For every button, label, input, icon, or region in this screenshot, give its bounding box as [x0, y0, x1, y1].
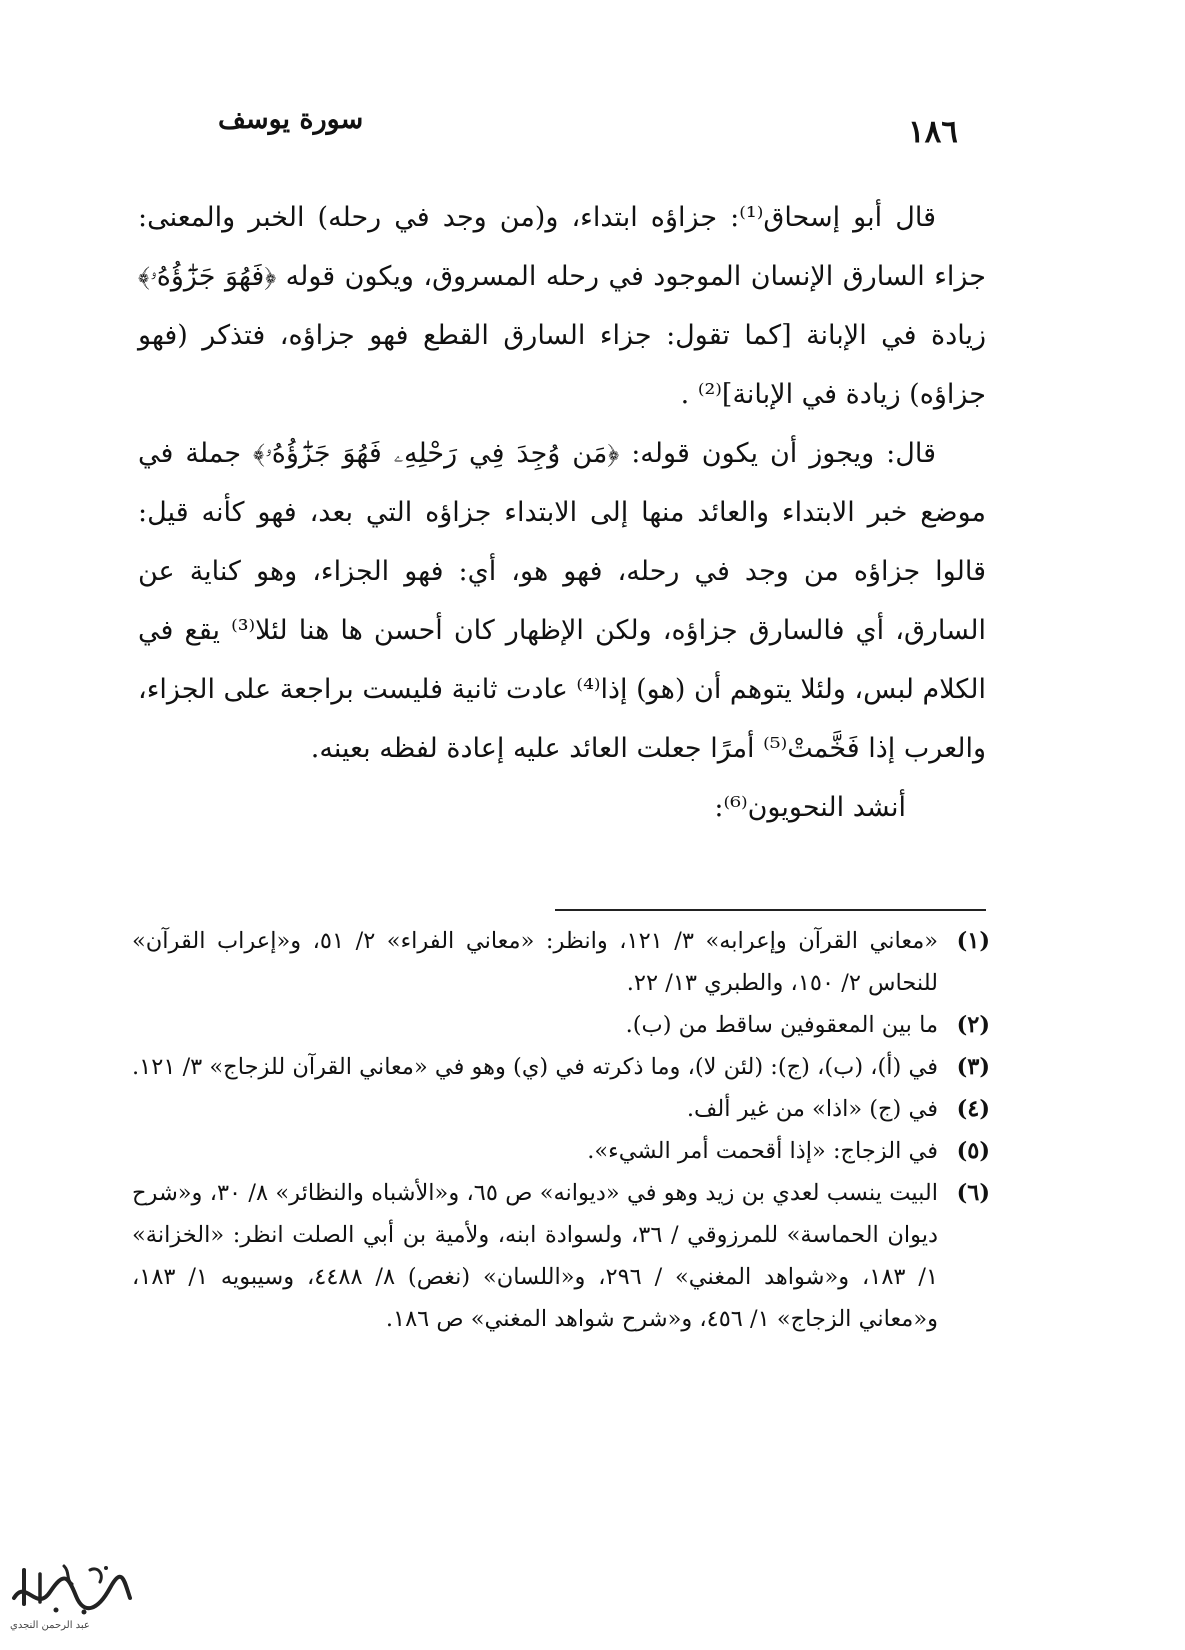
footnote-number: (٣)	[956, 1054, 990, 1080]
footnote-number: (٢)	[956, 1012, 990, 1038]
footnote-2	[132, 1004, 990, 1046]
footnote-1	[132, 920, 990, 1004]
main-text	[138, 188, 986, 837]
footnote-number: (٦)	[956, 1180, 990, 1206]
paragraph-1: قال أبو إسحاق⁽¹⁾: جزاؤه ابتداء، و(من وجد في رحله) الخبر والمعنى: جزاء السارق الإنسان الموجود في رحله المسروق، ويكون قوله ﴿فَهُوَ جَزَٰٓؤُهُۥ﴾ زيادة في الإبانة [كما تقول: جزاء السارق القطع فهو جزاؤه، فتذكر (فهو جزاؤه) زيادة في الإبانة]⁽²⁾ .	[138, 202, 986, 410]
verse-intro: أنشد النحويون⁽⁶⁾:	[714, 792, 906, 823]
footnote-separator	[555, 909, 986, 911]
page-number: ١٨٦	[908, 114, 958, 150]
footnote-6	[132, 1172, 990, 1340]
paragraph-2: قال: ويجوز أن يكون قوله: ﴿مَن وُجِدَ فِي رَحْلِهِۦ فَهُوَ جَزَٰٓؤُهُۥ﴾ جملة في موضع خبر الابتداء والعائد منها إلى الابتداء جزاؤه التي بعد، فهو كأنه قيل: قالوا جزاؤه من وجد في رحله، فهو هو، أي: فهو الجزاء، وهو كناية عن السارق، أي فالسارق جزاؤه، ولكن الإظهار كان أحسن ها هنا لئلا⁽³⁾ يقع في الكلام لبس، ولئلا يتوهم أن (هو) إذا⁽⁴⁾ عادت ثانية فليست براجعة على الجزاء، والعرب إذا فَخَّمتْ⁽⁵⁾ أمرًا جعلت العائد عليه إعادة لفظه بعينه.	[138, 438, 986, 764]
logo-caption: عبد الرحمن النجدي	[10, 1620, 90, 1631]
footnote-text: في الزجاج: «إذا أقحمت أمر الشيء».	[587, 1138, 938, 1164]
footnote-3	[132, 1046, 990, 1088]
footnote-text: في (أ)، (ب)، (ج): (لئن لا)، وما ذكرته في (ي) وهو في «معاني القرآن للزجاج» ٣/ ١٢١.	[132, 1054, 938, 1080]
footnote-text: ما بين المعقوفين ساقط من (ب).	[625, 1012, 938, 1038]
footnotes	[132, 920, 990, 1340]
footnote-text: «معاني القرآن وإعرابه» ٣/ ١٢١، وانظر: «معاني الفراء» ٢/ ٥١، و«إعراب القرآن» للنحاس ٢/ ١٥٠، والطبري ١٣/ ٢٢.	[132, 928, 939, 996]
footnote-5	[132, 1130, 990, 1172]
footnote-number: (٤)	[956, 1096, 990, 1122]
footnote-4	[132, 1088, 990, 1130]
footnote-text: في (ج) «اذا» من غير ألف.	[686, 1096, 938, 1122]
footnote-number: (١)	[956, 928, 990, 954]
running-title: سورة يوسف	[218, 104, 364, 135]
footnote-number: (٥)	[956, 1138, 990, 1164]
footnote-text: البيت ينسب لعدي بن زيد وهو في «ديوانه» ص ٦٥، و«الأشباه والنظائر» ٨/ ٣٠، و«شرح ديوان الحماسة» للمرزوقي / ٣٦، ولسوادة ابنه، ولأمية بن أبي الصلت انظر: «الخزانة» ١/ ١٨٣، و«شواهد المغني» / ٢٩٦، و«اللسان» (نغص) ٨/ ٤٤٨٨، وسيبويه ١/ ١٨٣، و«معاني الزجاج» ١/ ٤٥٦، و«شرح شواهد المغني» ص ١٨٦.	[132, 1180, 939, 1332]
calligraphy-logo-icon	[6, 1558, 136, 1620]
